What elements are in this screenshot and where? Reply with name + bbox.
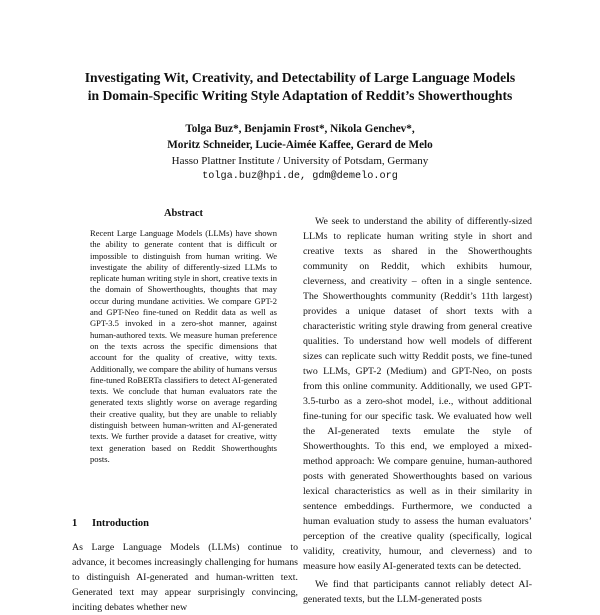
- section-title: Introduction: [92, 518, 149, 529]
- author-block: [40, 121, 560, 185]
- authors-line-1: Tolga Buz*, Benjamin Frost*, Nikola Genchev*,: [185, 123, 415, 135]
- introduction-paragraph: As Large Language Models (LLMs) continue to advance, it becomes increasingly challenging for humans to distinguish AI-generated and human-written text. Generated text may appear surprisingly convincing, inciting debates whether new: [72, 542, 298, 613]
- abstract-section: [90, 208, 277, 465]
- section-number: 1: [72, 518, 78, 529]
- title-line-2: in Domain-Specific Writing Style Adaptation of Reddit’s Showerthoughts: [87, 88, 513, 103]
- affiliation: Hasso Plattner Institute / University of Potsdam, Germany: [171, 155, 429, 167]
- abstract-text: Recent Large Language Models (LLMs) have shown the ability to generate content that is difficult or impossible to distinguish from human writing. We investigate the ability of differently-sized LLMs to replicate human writing style in short, creative texts in the domain of Showerthoughts, thoughts that may occur during mundane activities. We compare GPT-2 and GPT-Neo fine-tuned on Reddit data as well as GPT-3.5 invoked in a zero-shot manner, against human-authored texts. We measure human preference on the texts across the specific dimensions that account for the quality of creative, witty texts. Additionally, we compare the ability of humans versus fine-tuned RoBERTa classifiers to detect AI-generated texts. We conclude that human evaluators rate the generated texts slightly worse on average regarding their creative quality, but they are unable to reliably distinguish between human-written and AI-generated texts. We further provide a dataset for creative, witty text generation based on Reddit Showerthoughts posts.: [90, 228, 277, 464]
- right-column: [303, 214, 532, 607]
- abstract-heading: Abstract: [163, 208, 204, 219]
- author-emails: tolga.buz@hpi.de, gdm@demelo.org: [202, 171, 398, 182]
- section-heading-introduction: [72, 518, 149, 529]
- authors-line-2: Moritz Schneider, Lucie-Aimée Kaffee, Gerard de Melo: [167, 139, 433, 151]
- title-line-1: Investigating Wit, Creativity, and Detectability of Large Language Models: [84, 70, 516, 85]
- right-column-paragraph-1: We seek to understand the ability of differently-sized LLMs to replicate human writing style in short and creative texts as shared in the Showerthoughts community on Reddit, which exhibits humour, cleverness, and creativity – often in a single sentence. The Showerthoughts community (Reddit’s 11th largest) provides a unique dataset of short texts with a characteristic writing style drawing from general creative qualities. To understand how well models of different sizes can replicate such witty Reddit posts, we fine-tuned two LLMs, GPT-2 (Medium) and GPT-Neo, on posts from this online community. Additionally, we used GPT-3.5-turbo as a zero-shot model, i.e., without additional fine-tuning for our specific task. We evaluated how well the AI-generated texts emulate the style of Showerthoughts. To this end, we employed a mixed-method approach: We compare genuine, human-authored posts with generated Showerthoughts based on various lexical characteristics as well as in their similarity in sentence embeddings. Furthermore, we conducted a human evaluation study to assess the human evaluators’ perception of the creative quality (specifically, logical validity, creativity, humour, and cleverness) and to measure how easily AI-generated texts can be detected.: [303, 216, 532, 572]
- right-column-paragraph-2: We find that participants cannot reliably detect AI-generated texts, but the LLM-generated posts: [303, 579, 532, 605]
- paper-title: [40, 69, 560, 105]
